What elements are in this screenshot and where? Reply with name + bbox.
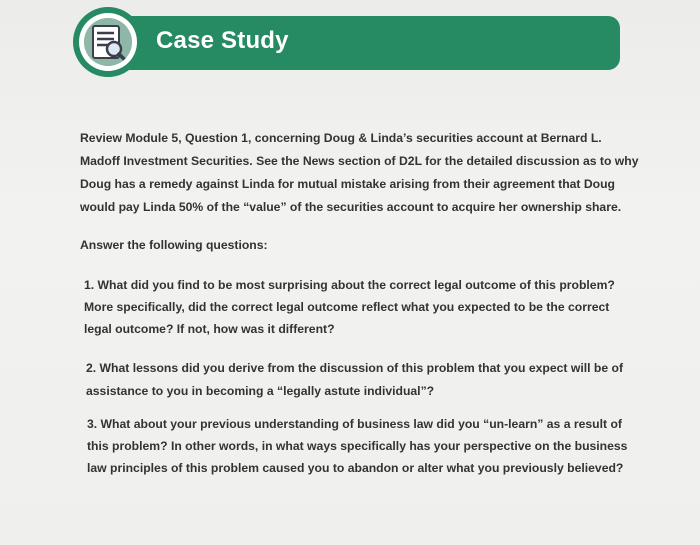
intro-line: Madoff Investment Securities. See the News section of D2L for the detailed discussion as to why (80, 154, 639, 168)
intro-line: Doug has a remedy against Linda for mutual mistake arising from their agreement that Doug (80, 177, 616, 191)
question-line: legal outcome? If not, how was it different? (84, 322, 335, 336)
intro-line: Review Module 5, Question 1, concerning Doug & Linda’s securities account at Bernard L. (80, 131, 602, 145)
question-3 (87, 413, 647, 479)
document-magnifier-icon (84, 18, 132, 66)
question-line: this problem? In other words, in what ways specifically has your perspective on the business (87, 439, 628, 453)
intro-line: would pay Linda 50% of the “value” of the securities account to acquire her ownership share. (80, 200, 622, 214)
question-line: More specifically, did the correct legal outcome reflect what you expected to be the correct (84, 300, 610, 314)
intro-paragraph (80, 127, 640, 219)
question-line: 2. What lessons did you derive from the discussion of this problem that you expect will be of (86, 361, 624, 375)
question-line: 3. What about your previous understanding of business law did you “un-learn” as a result of (87, 417, 622, 431)
page-title: Case Study (156, 27, 289, 54)
answer-heading: Answer the following questions: (80, 238, 268, 252)
question-line: 1. What did you find to be most surprising about the correct legal outcome of this problem? (84, 278, 615, 292)
question-2 (86, 357, 646, 403)
question-line: assistance to you in becoming a “legally astute individual”? (86, 384, 435, 398)
question-line: law principles of this problem caused you to abandon or alter what you previously believed? (87, 461, 624, 475)
question-1 (84, 274, 644, 340)
